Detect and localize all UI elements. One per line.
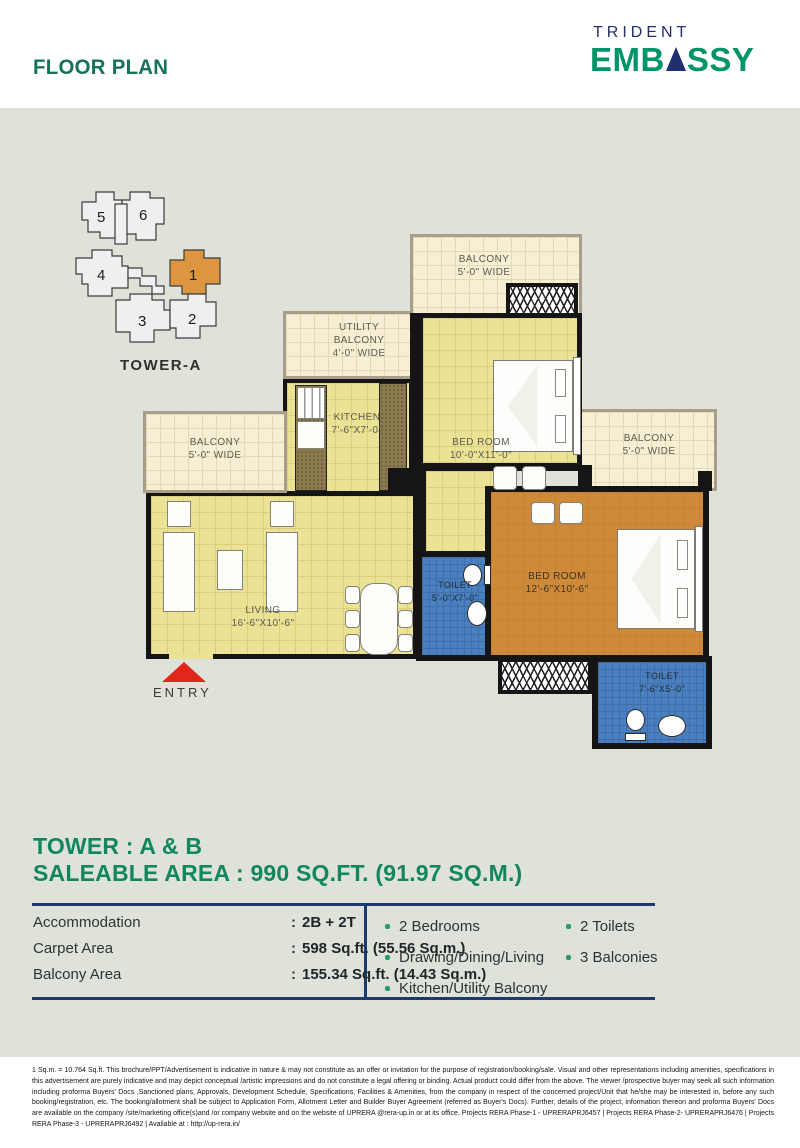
toilet-2-label: TOILET 7'-6"X5'-0" xyxy=(638,671,686,694)
keyplan-unit-6-number: 6 xyxy=(139,207,148,224)
keyplan-caption: TOWER-A xyxy=(120,357,202,374)
toilet-wc xyxy=(624,709,648,741)
feature-list-1 xyxy=(385,916,547,1009)
saleable-area-heading: SALEABLE AREA : 990 SQ.FT. (91.97 SQ.M.) xyxy=(33,860,523,886)
page-title: FLOOR PLAN xyxy=(33,56,169,79)
brand-logo xyxy=(590,24,780,78)
toilet-basin xyxy=(658,715,688,739)
room-living xyxy=(146,491,418,659)
divider-top xyxy=(32,903,655,906)
tower-heading: TOWER : A & B xyxy=(33,833,203,859)
bed xyxy=(617,529,695,629)
entry-arrow-icon xyxy=(162,662,206,682)
keyplan-unit-3-number: 3 xyxy=(138,313,147,330)
wall-segment xyxy=(388,468,418,495)
wall-segment xyxy=(698,471,712,491)
room-bedroom-2 xyxy=(485,486,709,661)
chair xyxy=(522,466,546,490)
room-balcony-left xyxy=(143,411,287,493)
spec-label: Carpet Area xyxy=(33,940,114,957)
spec-colon: : xyxy=(291,966,296,983)
feature-item: 2 Bedrooms xyxy=(385,916,547,938)
dining-chair xyxy=(345,634,360,652)
balcony-left-label: BALCONY 5'-0" WIDE xyxy=(188,437,242,461)
sofa xyxy=(266,532,298,612)
keyplan-unit-4-number: 4 xyxy=(97,267,106,284)
feature-item: Drawing/Dining/Living xyxy=(385,947,547,969)
feature-item: Kitchen/Utility Balcony xyxy=(385,978,547,1000)
bedroom-1-label: BED ROOM 10'-0"X11'-0" xyxy=(449,437,513,461)
dining-table xyxy=(360,583,398,655)
spec-label: Accommodation xyxy=(33,914,141,931)
side-table xyxy=(270,501,294,527)
room-utility-balcony xyxy=(283,311,429,379)
room-toilet-2 xyxy=(592,656,712,749)
spec-value: 2B + 2T xyxy=(302,914,356,931)
spec-value: 155.34 Sq.ft. (14.43 Sq.m.) xyxy=(302,966,487,983)
logo-embassy-pre: EMB xyxy=(590,41,665,78)
entry-label: ENTRY xyxy=(153,685,212,700)
disclaimer-text: 1 Sq.m. = 10.764 Sq.ft. This brochure/PPT/Advertisement is indicative in nature & may not constitute as an offer or invitation for the purpose of registration/booking/sale. Visual and other representations including amenities, specifications in this advertisement are purely indicative and may depict conceptual /artistic impressions and do not constitute a legal offering or binding. Actual product could differ from the above. The viewer /prospective buyer may seek all such information including proforma Buyers' Docs ,Sanctioned plans, Approvals, Development Schedule, Specifications, Facilities & Amenities, from the company in respect of the concerned project/Unit that he/she may be interested in, before any such booking/registration, etc. The booking/allotment shall be subject to Application Form, Allotment Letter and Builder Buyer Agreement (referred as Buyer's Docs). Further, details of the project, information thereon and proforma Buyers' Docs are available on the company /site/marketing office(s)and /or company website and on the website of UPRERA @rera-up.in or at its office. Projects RERA Phase-1 - UPRERAPRJ6457 | Projects RERA Phase-2- UPRERAPRJ6476 | Projects RERA Phase-3 - UPRERAPRJ6492 | Available at : http://up-rera.in/ xyxy=(32,1067,774,1128)
coffee-table xyxy=(217,550,243,590)
logo-embassy-post: SSY xyxy=(686,41,755,78)
keyplan-unit-1-number: 1 xyxy=(189,267,198,284)
feature-item: 2 Toilets xyxy=(566,916,658,938)
balcony-right-label: BALCONY 5'-0" WIDE xyxy=(622,433,676,457)
utility-balcony-label: UTILITY BALCONY 4'-0" WIDE xyxy=(332,322,386,359)
feature-list-2 xyxy=(566,916,658,978)
spec-colon: : xyxy=(291,914,296,931)
wardrobe xyxy=(498,658,592,694)
chair xyxy=(531,502,555,524)
floor-plan xyxy=(140,228,726,776)
triangle-icon xyxy=(666,47,686,71)
kitchen-sink xyxy=(297,421,325,449)
logo-trident-text: TRIDENT xyxy=(593,24,691,41)
entry-opening xyxy=(169,654,213,659)
dining-chair xyxy=(345,610,360,628)
spec-value: 598 Sq.ft. (55.56 Sq.m.) xyxy=(302,940,466,957)
sofa xyxy=(163,532,195,612)
spec-colon: : xyxy=(291,940,296,957)
chair xyxy=(493,466,517,490)
dining-chair xyxy=(345,586,360,604)
bedroom-2-label: BED ROOM 12'-6"X10'-6" xyxy=(525,571,589,595)
stove xyxy=(297,387,325,419)
spec-label: Balcony Area xyxy=(33,966,122,983)
dining-chair xyxy=(398,586,413,604)
keyplan-unit-2-number: 2 xyxy=(188,311,197,328)
keyplan-core xyxy=(115,204,127,244)
balcony-top-label: BALCONY 5'-0" WIDE xyxy=(457,254,511,278)
kitchen-label: KITCHEN 7'-6"X7'-0" xyxy=(331,412,383,436)
chair xyxy=(559,502,583,524)
room-bedroom-1 xyxy=(410,313,582,471)
wardrobe xyxy=(506,283,578,317)
keyplan-unit-5-number: 5 xyxy=(97,209,106,226)
living-label: LIVING 16'-6"X10'-6" xyxy=(231,605,295,629)
divider-bottom xyxy=(32,997,655,1000)
room-balcony-right xyxy=(578,409,717,491)
feature-item: 3 Balconies xyxy=(566,947,658,969)
wall-segment xyxy=(578,465,592,491)
logo-embassy-text xyxy=(590,42,780,78)
dining-chair xyxy=(398,610,413,628)
toilet-1-label: TOILET 5'-0"X7'-0" xyxy=(431,580,479,603)
dining-chair xyxy=(398,634,413,652)
side-table xyxy=(167,501,191,527)
